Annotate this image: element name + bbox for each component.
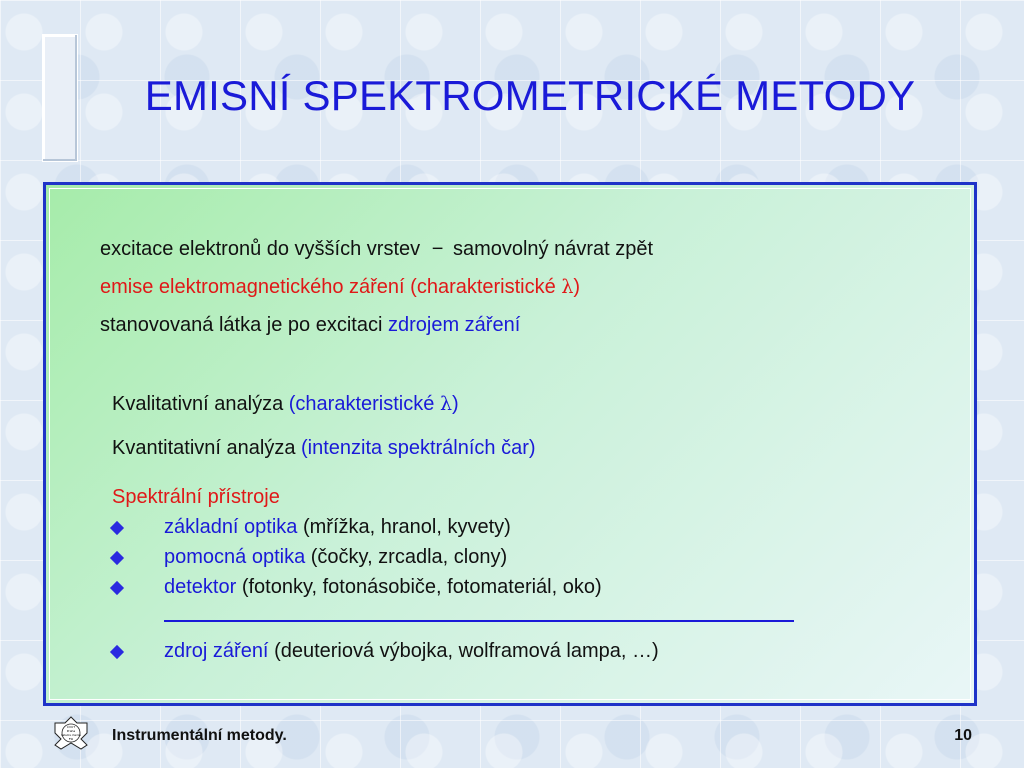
intro-dash: − — [431, 238, 444, 260]
intro-source-highlight: zdrojem záření — [387, 314, 521, 336]
instrument-term: pomocná optika — [164, 546, 306, 568]
intro-emission-close: ) — [573, 276, 581, 298]
instrument-term: zdroj záření — [164, 640, 269, 662]
intro-emission-text: emise elektromagnetického záření (charakteristické — [100, 276, 556, 298]
diamond-bullet-icon — [110, 551, 124, 565]
instrument-item — [112, 516, 511, 539]
instrument-desc: (čočky, zrcadla, clony) — [310, 546, 508, 568]
logo-text-line: Praha — [66, 729, 76, 733]
instrument-term: detektor — [164, 576, 237, 598]
quantitative-note: (intenzita spektrálních čar) — [301, 437, 536, 459]
lambda-symbol: λ — [439, 393, 452, 415]
instrument-item — [112, 640, 659, 663]
logo-text-line: ČVUT — [66, 725, 76, 729]
logo-text-line: FSI — [68, 737, 74, 741]
intro-source-text: stanovovaná látka je po excitaci — [100, 314, 383, 336]
instrument-item — [112, 546, 507, 569]
intro-line-excitation — [100, 238, 653, 261]
logo-text-line: Katedra chemie — [61, 734, 81, 737]
page-number: 10 — [954, 727, 972, 744]
instrument-desc: (fotonky, fotonásobiče, fotomateriál, oko) — [241, 576, 602, 598]
diamond-bullet-icon — [110, 581, 124, 595]
diamond-bullet-icon — [110, 521, 124, 535]
qualitative-note-text: (charakteristické — [288, 393, 435, 415]
intro-return-text: samovolný návrat zpět — [452, 238, 654, 260]
instrument-desc: (deuteriová výbojka, wolframová lampa, …) — [274, 640, 659, 662]
footer-course-title: Instrumentální metody. — [112, 727, 287, 744]
university-logo-icon — [54, 716, 88, 750]
slide-title: EMISNÍ SPEKTROMETRICKÉ METODY — [144, 72, 916, 119]
qualitative-analysis — [112, 393, 459, 416]
instrument-item — [112, 576, 602, 599]
quantitative-label: Kvantitativní analýza — [112, 437, 296, 459]
intro-excitation-text: excitace elektronů do vyšších vrstev — [100, 238, 421, 260]
qualitative-label: Kvalitativní analýza — [112, 393, 284, 415]
lambda-symbol: λ — [561, 276, 574, 298]
instrument-term: základní optika — [164, 516, 298, 538]
intro-line-emission — [100, 276, 580, 299]
diamond-bullet-icon — [110, 645, 124, 659]
qualitative-note-close: ) — [451, 393, 459, 415]
quantitative-analysis — [112, 437, 536, 460]
decorative-side-bar — [42, 34, 78, 162]
instrument-desc: (mřížka, hranol, kyvety) — [302, 516, 511, 538]
qualitative-note — [289, 393, 459, 415]
separator-line — [164, 620, 794, 622]
intro-line-source — [100, 314, 520, 337]
instruments-heading: Spektrální přístroje — [112, 486, 280, 508]
